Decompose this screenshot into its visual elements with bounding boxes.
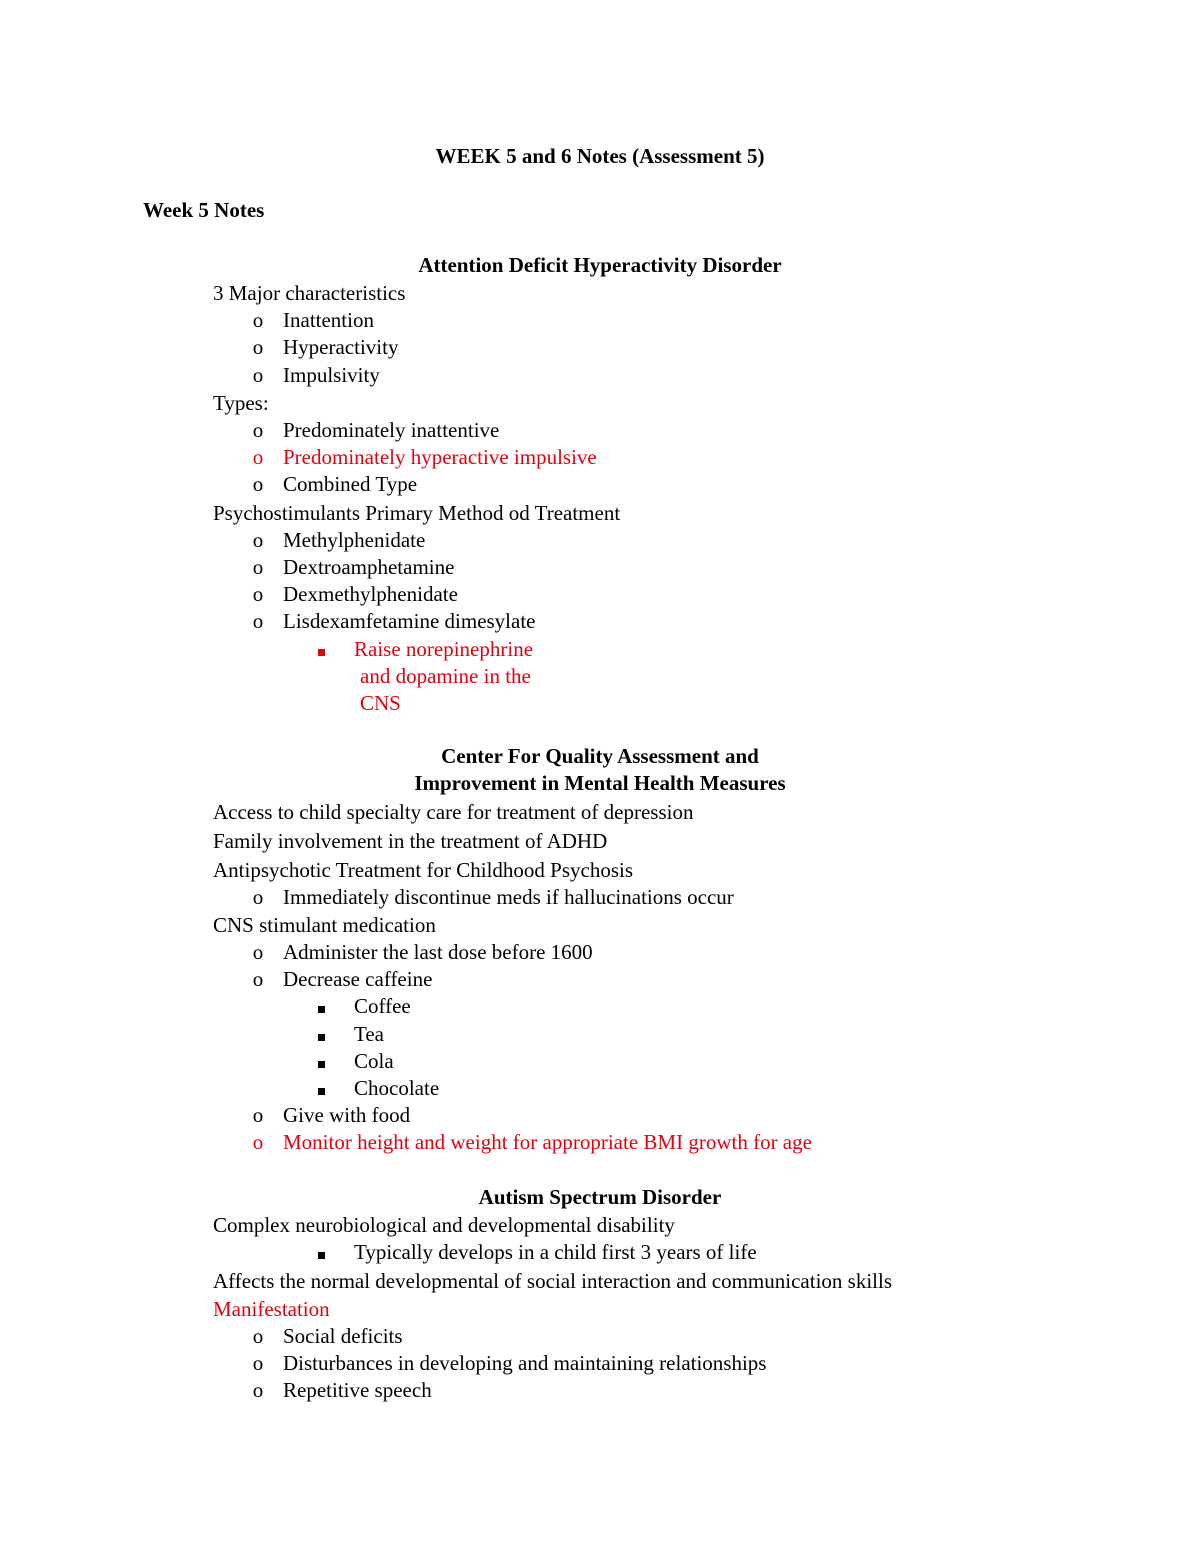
note-line: Raise norepinephrine bbox=[354, 637, 534, 661]
list-item: Give with food bbox=[283, 1103, 411, 1127]
list-item: Inattention bbox=[283, 308, 374, 332]
note-line: CNS bbox=[360, 691, 401, 715]
bullet-o-icon: o bbox=[252, 555, 264, 579]
square-bullet-icon bbox=[318, 1048, 334, 1075]
week-heading: Week 5 Notes bbox=[143, 198, 265, 222]
list-item: Chocolate bbox=[354, 1076, 440, 1100]
bullet-o-icon: o bbox=[252, 472, 264, 496]
list-item: Tea bbox=[354, 1022, 385, 1046]
list-item: Immediately discontinue meds if hallucinations occur bbox=[283, 885, 734, 909]
square-bullet-icon bbox=[318, 1239, 334, 1266]
bullet-o-icon: o bbox=[252, 363, 264, 387]
square-bullet-icon bbox=[318, 1075, 334, 1102]
bullet-o-icon: o bbox=[252, 940, 264, 964]
bullet-o-icon: o bbox=[252, 308, 264, 332]
list-item: Predominately inattentive bbox=[283, 418, 500, 442]
list-item: Dextroamphetamine bbox=[283, 555, 455, 579]
bullet-o-icon: o bbox=[252, 582, 264, 606]
quality-heading-line2: Improvement in Mental Health Measures bbox=[414, 771, 786, 795]
bullet-o-icon: o bbox=[252, 885, 264, 909]
square-bullet-icon bbox=[318, 993, 334, 1020]
bullet-o-icon: o bbox=[252, 609, 264, 633]
square-bullet-icon bbox=[318, 1021, 334, 1048]
square-bullet-icon bbox=[318, 636, 334, 663]
list-item: Dexmethylphenidate bbox=[283, 582, 458, 606]
list-item: Administer the last dose before 1600 bbox=[283, 940, 593, 964]
list-item-highlight: Predominately hyperactive impulsive bbox=[283, 445, 597, 469]
bullet-o-icon: o bbox=[252, 335, 264, 359]
bullet-o-icon: o bbox=[252, 528, 264, 552]
manifestation-label: Manifestation bbox=[213, 1297, 330, 1321]
list-item: Social deficits bbox=[283, 1324, 403, 1348]
adhd-heading: Attention Deficit Hyperactivity Disorder bbox=[418, 253, 782, 277]
bullet-o-icon: o bbox=[252, 1378, 264, 1402]
list-item: Impulsivity bbox=[283, 363, 380, 387]
list-item: Hyperactivity bbox=[283, 335, 399, 359]
bullet-o-icon: o bbox=[252, 1103, 264, 1127]
bullet-o-icon: o bbox=[252, 967, 264, 991]
list-item: Coffee bbox=[354, 994, 411, 1018]
autism-heading: Autism Spectrum Disorder bbox=[478, 1185, 722, 1209]
quality-item: Access to child specialty care for treatment of depression bbox=[213, 800, 694, 824]
list-item-highlight: Monitor height and weight for appropriate BMI growth for age bbox=[283, 1130, 812, 1154]
autism-line: Complex neurobiological and developmental disability bbox=[213, 1213, 675, 1237]
list-item: Decrease caffeine bbox=[283, 967, 433, 991]
treatment-label: Psychostimulants Primary Method od Treatment bbox=[213, 501, 621, 525]
bullet-o-icon: o bbox=[252, 1130, 264, 1154]
quality-item: Family involvement in the treatment of ADHD bbox=[213, 829, 608, 853]
bullet-o-icon: o bbox=[252, 445, 264, 469]
quality-item: CNS stimulant medication bbox=[213, 913, 436, 937]
list-item: Cola bbox=[354, 1049, 394, 1073]
bullet-o-icon: o bbox=[252, 1324, 264, 1348]
list-item: Combined Type bbox=[283, 472, 418, 496]
list-item: Disturbances in developing and maintaining relationships bbox=[283, 1351, 767, 1375]
note-line: and dopamine in the bbox=[360, 664, 531, 688]
types-label: Types: bbox=[213, 391, 269, 415]
bullet-o-icon: o bbox=[252, 418, 264, 442]
quality-item: Antipsychotic Treatment for Childhood Psychosis bbox=[213, 858, 633, 882]
list-item: Methylphenidate bbox=[283, 528, 426, 552]
document-title: WEEK 5 and 6 Notes (Assessment 5) bbox=[435, 144, 765, 168]
quality-heading-line1: Center For Quality Assessment and bbox=[441, 744, 759, 768]
autism-line: Affects the normal developmental of social interaction and communication skills bbox=[213, 1269, 893, 1293]
bullet-o-icon: o bbox=[252, 1351, 264, 1375]
list-item: Typically develops in a child first 3 years of life bbox=[354, 1240, 757, 1264]
list-item: Lisdexamfetamine dimesylate bbox=[283, 609, 536, 633]
characteristics-label: 3 Major characteristics bbox=[213, 281, 406, 305]
list-item: Repetitive speech bbox=[283, 1378, 432, 1402]
